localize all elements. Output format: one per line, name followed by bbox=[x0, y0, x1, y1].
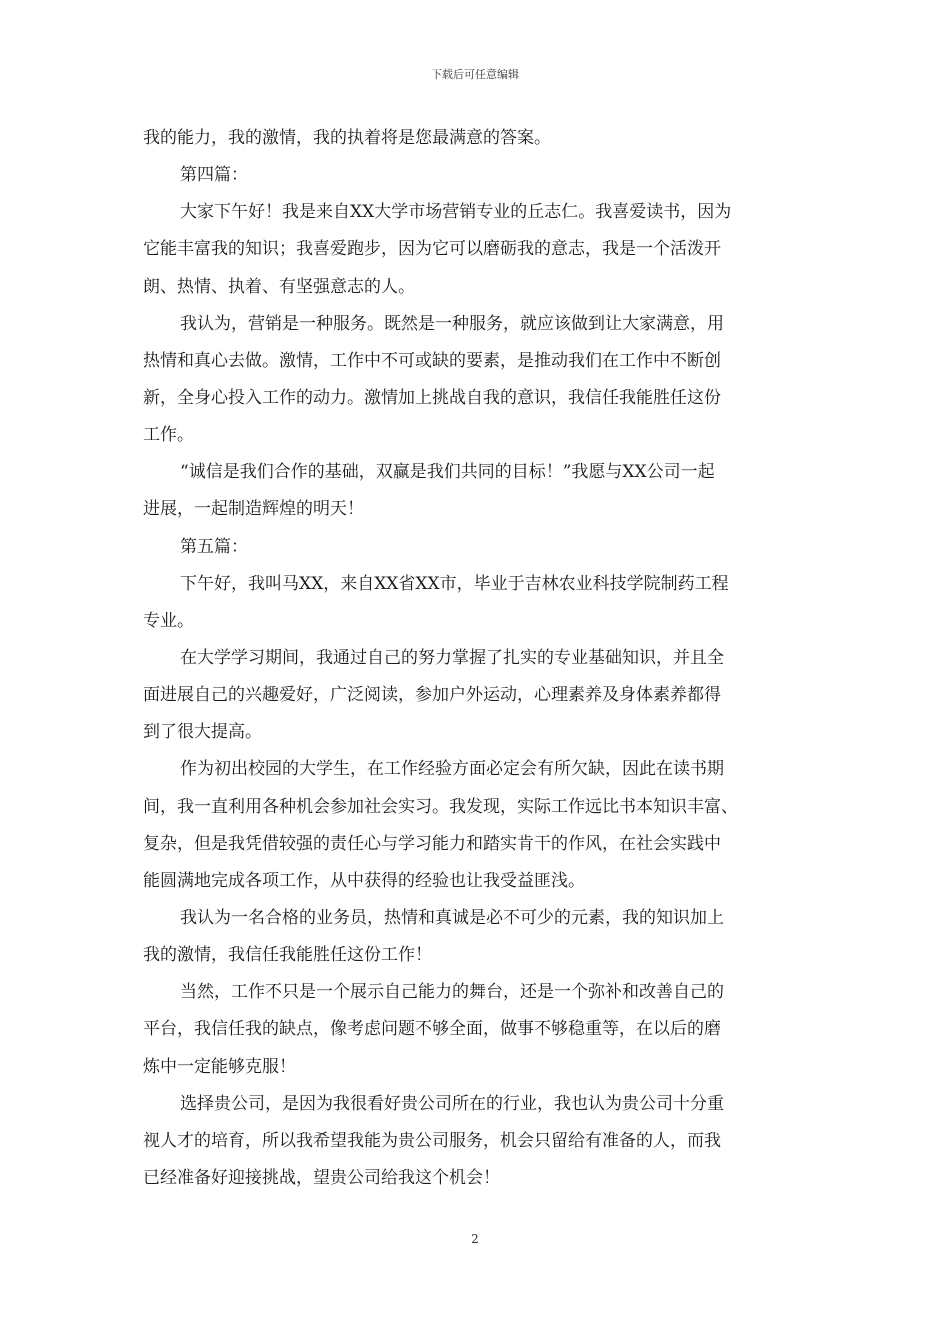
text-line: 朗、热情、执着、有坚强意志的人。 bbox=[143, 276, 415, 297]
text-line: 进展，一起制造辉煌的明天！ bbox=[143, 499, 364, 520]
paragraph-line: 在大学学习期间，我通过自己的努力掌握了扎实的专业基础知识，并且全 bbox=[180, 647, 724, 668]
section-heading-5: 第五篇： bbox=[180, 536, 248, 557]
text-line: 视人才的培育，所以我希望我能为贵公司服务，机会只留给有准备的人，而我 bbox=[143, 1130, 721, 1151]
text-line: 能圆满地完成各项工作，从中获得的经验也让我受益匪浅。 bbox=[143, 870, 585, 891]
paragraph-line: 作为初出校园的大学生，在工作经验方面必定会有所欠缺，因此在读书期 bbox=[180, 759, 724, 780]
text-line: 炼中一定能够克服！ bbox=[143, 1056, 296, 1077]
page-header: 下载后可任意编辑 bbox=[431, 68, 519, 81]
text-line: 间，我一直利用各种机会参加社会实习。我发现，实际工作远比书本知识丰富、 bbox=[143, 796, 738, 817]
text-line: 我的能力，我的激情，我的执着将是您最满意的答案。 bbox=[143, 128, 551, 148]
text-line: 新，全身心投入工作的动力。激情加上挑战自我的意识，我信任我能胜任这份 bbox=[143, 387, 721, 408]
document-body bbox=[143, 120, 808, 1197]
paragraph-line: 下午好，我叫马XX，来自XX省XX市，毕业于吉林农业科技学院制药工程 bbox=[180, 573, 729, 594]
page-number: 2 bbox=[471, 1232, 479, 1246]
text-line: 热情和真心去做。激情，工作中不可或缺的要素，是推动我们在工作中不断创 bbox=[143, 350, 721, 371]
text-line: 到了很大提高。 bbox=[143, 722, 262, 743]
section-heading-4: 第四篇： bbox=[180, 165, 248, 186]
text-line: 专业。 bbox=[143, 610, 194, 631]
text-line: 平台，我信任我的缺点，像考虑问题不够全面，做事不够稳重等，在以后的磨 bbox=[143, 1019, 721, 1040]
paragraph-line: 我认为一名合格的业务员，热情和真诚是必不可少的元素，我的知识加上 bbox=[180, 907, 724, 928]
text-line: 已经准备好迎接挑战，望贵公司给我这个机会！ bbox=[143, 1167, 500, 1188]
paragraph-line: 选择贵公司，是因为我很看好贵公司所在的行业，我也认为贵公司十分重 bbox=[180, 1093, 724, 1114]
paragraph-line: “诚信是我们合作的基础，双赢是我们共同的目标！”我愿与XX公司一起 bbox=[180, 462, 715, 483]
text-line: 面进展自己的兴趣爱好，广泛阅读，参加户外运动，心理素养及身体素养都得 bbox=[143, 685, 721, 706]
paragraph-line: 大家下午好！我是来自XX大学市场营销专业的丘志仁。我喜爱读书，因为 bbox=[180, 202, 732, 223]
paragraph-line: 当然，工作不只是一个展示自己能力的舞台，还是一个弥补和改善自己的 bbox=[180, 982, 724, 1003]
paragraph-line: 我认为，营销是一种服务。既然是一种服务，就应该做到让大家满意，用 bbox=[180, 313, 724, 334]
text-line: 工作。 bbox=[143, 425, 194, 446]
text-line: 它能丰富我的知识；我喜爱跑步，因为它可以磨砺我的意志，我是一个活泼开 bbox=[143, 239, 721, 260]
text-line: 复杂，但是我凭借较强的责任心与学习能力和踏实肯干的作风，在社会实践中 bbox=[143, 833, 721, 854]
text-line: 我的激情，我信任我能胜任这份工作！ bbox=[143, 945, 432, 966]
